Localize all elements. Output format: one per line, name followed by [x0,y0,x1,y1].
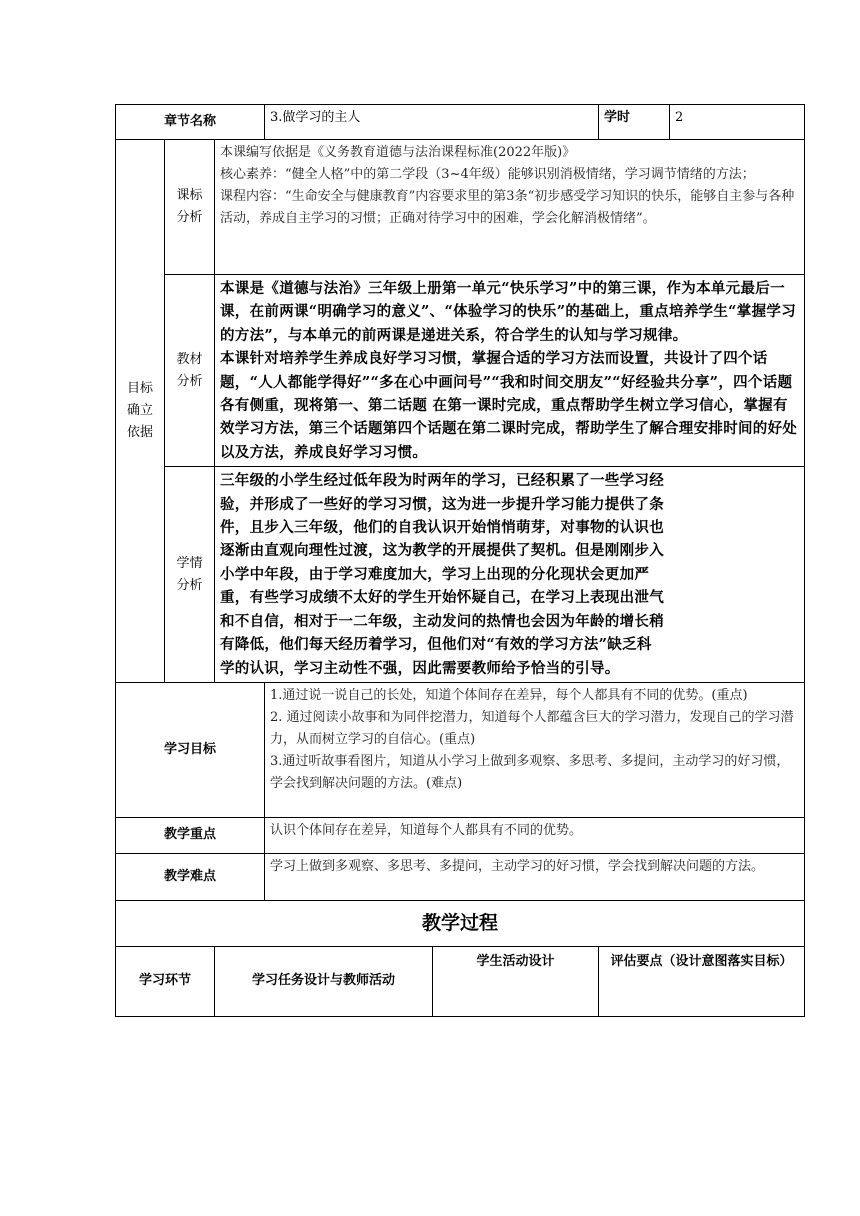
curriculum-analysis-content [215,140,805,275]
student-analysis-label: 学情分析 [165,467,215,683]
difficulty-label: 教学难点 [116,853,265,900]
student-paragraph: 三年级的小学生经过低年段为时两年的学习，已经积累了一些学习经验，并形成了一些好的学习习惯，这为进一步提升学习能力提供了条件，且步入三年级，他们的自我认识开始悄悄萌芽，对事物的认识也逐渐由直观向理性过渡，这为教学的开展提供了契机。但是刚刚步入小学中年段，由于学习难度加大，学习上出现的分化现状会更加严重，有些学习成绩不太好的学生开始怀疑自己，在学习上表现出泄气和不自信，相对于一二年级，主动发问的热情也会因为年龄的增长稍有降低，他们每天经历着学习，但他们对“有效的学习方法”缺乏科学的认识，学习主动性不强，因此需要教师给予恰当的引导。 [220,472,664,677]
key-point-content: 认识个体间存在差异，知道每个人都具有不同的优势。 [265,817,805,853]
evaluation-column-header: 评估要点（设计意图落实目标） [599,946,805,1016]
student-analysis-content [215,467,670,683]
chapter-name-value: 3.做学习的主人 [265,105,599,140]
objective-item: 3.通过听故事看图片，知道从小学习上做到多观察、多思考、多提问，主动学习的好习惯，学会找到解决问题的方法。(难点) [270,753,790,791]
textbook-analysis-label: 教材分析 [165,275,215,467]
curriculum-analysis-label: 课标分析 [165,140,215,275]
key-point-label: 教学重点 [116,817,265,853]
basis-label: 目标确立依据 [116,140,165,683]
teaching-process-title: 教学过程 [116,900,805,946]
curriculum-paragraph: 课程内容：“生命安全与健康教育”内容要求里的第3条“初步感受学习知识的快乐，能够自主参与各种活动，养成自主学习的习惯；正确对待学习中的困难，学会化解消极情绪”。 [220,189,795,226]
empty-cell [670,467,805,683]
curriculum-paragraph: 核心素养：“健全人格”中的第二学段（3~4年级）能够识别消极情绪，学习调节情绪的方法； [220,167,755,182]
objective-item: 2. 通过阅读小故事和为同伴挖潜力，知道每个人都蕴含巨大的学习潜力，发现自己的学习潜力，从而树立学习的自信心。(重点) [270,709,794,747]
class-hours-value: 2 [670,105,805,140]
objective-item: 1.通过说一说自己的长处，知道个体间存在差异，每个人都具有不同的优势。(重点) [270,687,748,703]
textbook-paragraph: 本课针对培养学生养成良好学习习惯，掌握合适的学习方法而设置，共设计了四个话题，“人人都能学得好”“多在心中画问号”“我和时间交朋友”“好经验共分享”，四个话题各有侧重，现将第一、第二话题 在第一课时完成，重点帮助学生树立学习信心，掌握有效学习方法，第三个话题第四个话题在第二课时完成，帮助学生了解合理安排时间的好处以及方法，养成良好学习习惯。 [220,350,798,461]
student-activity-column-header: 学生活动设计 [433,946,599,1016]
class-hours-label: 学时 [599,105,670,140]
learning-objectives-label: 学习目标 [116,682,265,817]
stage-column-header: 学习环节 [116,946,215,1016]
chapter-name-label: 章节名称 [116,105,265,140]
textbook-analysis-content [215,275,805,467]
lesson-plan-table [115,104,805,1017]
teacher-activity-column-header: 学习任务设计与教师活动 [215,946,433,1016]
textbook-paragraph: 本课是《道德与法治》三年级上册第一单元“快乐学习”中的第三课，作为本单元最后一课，在前两课“明确学习的意义”、“体验学习的快乐”的基础上，重点培养学生“掌握学习的方法”，与本单元的前两课是递进关系，符合学生的认知与学习规律。 [220,280,796,344]
difficulty-content: 学习上做到多观察、多思考、多提问，主动学习的好习惯，学会找到解决问题的方法。 [265,853,805,900]
curriculum-paragraph: 本课编写依据是《义务教育道德与法治课程标准(2022年版)》 [220,145,576,160]
learning-objectives-content [265,682,805,817]
